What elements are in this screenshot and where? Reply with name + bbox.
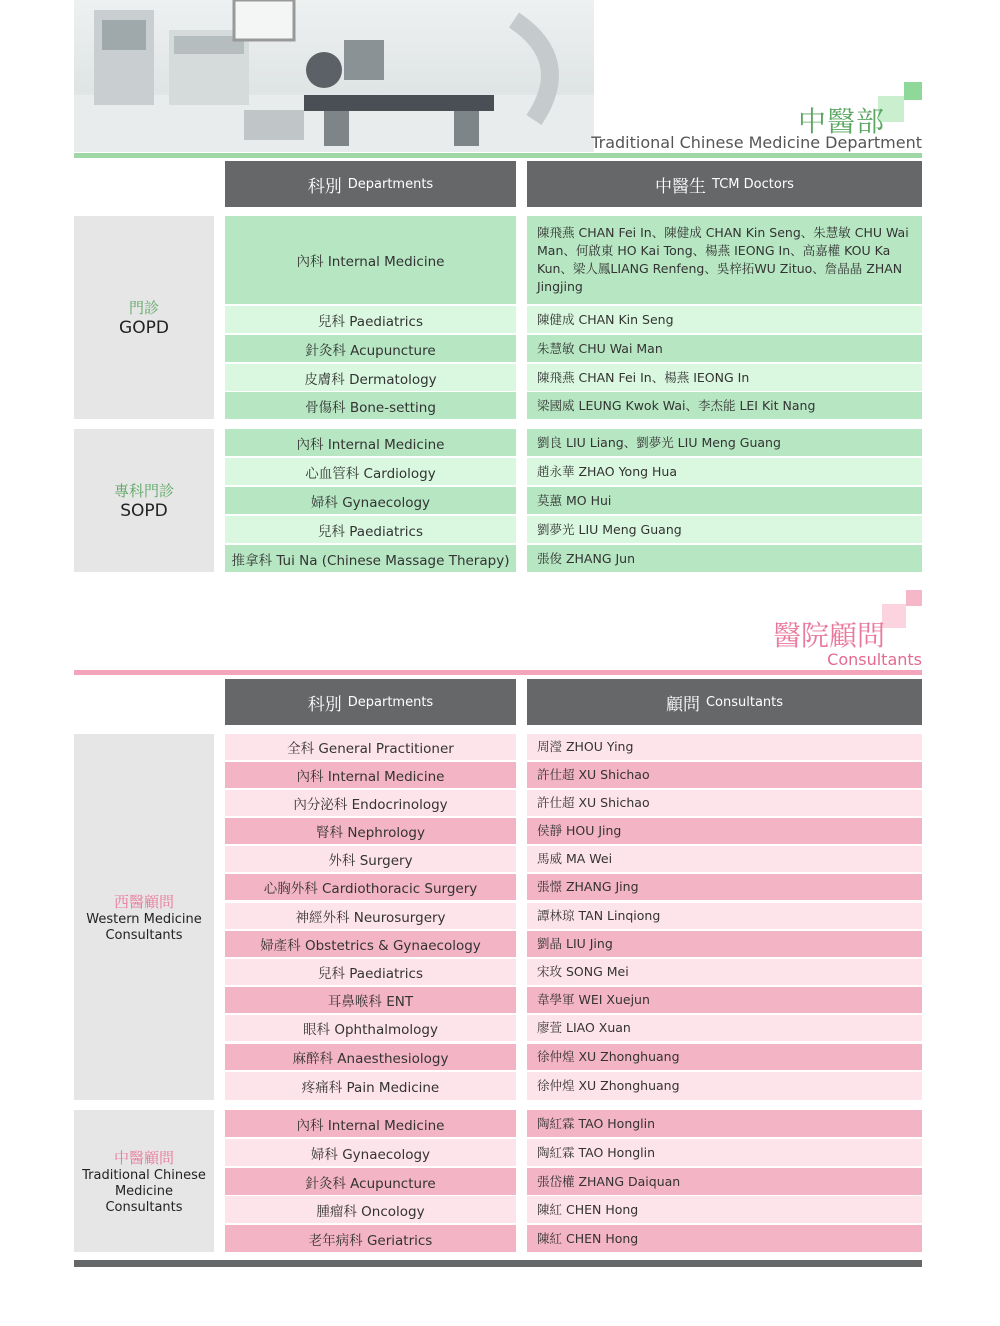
decor-square: [904, 82, 922, 100]
tcm-title-zh: 中醫部: [797, 105, 885, 138]
gopd-doctors: 陳飛燕 CHAN Fei In、楊燕 IEONG In: [527, 364, 922, 391]
section-divider: [74, 670, 922, 675]
decor-square: [906, 590, 922, 606]
western-consultant: 宋玫 SONG Mei: [527, 959, 922, 985]
western-consultant: 許仕超 XU Shichao: [527, 790, 922, 816]
western-dept: 心胸外科 Cardiothoracic Surgery: [225, 874, 516, 900]
tcm-consultant: 張岱權 ZHANG Daiquan: [527, 1168, 922, 1195]
gopd-label: 門診 GOPD: [74, 216, 214, 419]
tcm-consultants-label: 中醫顧問 Traditional Chinese Medicine Consultants: [74, 1110, 214, 1252]
western-dept: 麻醉科 Anaesthesiology: [225, 1044, 516, 1070]
header-tcm-doctors: 中醫生 TCM Doctors: [527, 161, 922, 207]
western-dept: 眼科 Ophthalmology: [225, 1015, 516, 1041]
gopd-doctors: 朱慧敏 CHU Wai Man: [527, 335, 922, 362]
sopd-dept: 內科 Internal Medicine: [225, 429, 516, 456]
western-consultant: 劉晶 LIU Jing: [527, 931, 922, 957]
tcm-consultant: 陳紅 CHEN Hong: [527, 1225, 922, 1252]
gopd-dept: 骨傷科 Bone-setting: [225, 392, 516, 419]
header-consultants: 顧問 Consultants: [527, 679, 922, 725]
gopd-doctors: 陳飛燕 CHAN Fei In、陳健成 CHAN Kin Seng、朱慧敏 CHU Wai Man、何啟東 HO Kai Tong、楊燕 IEONG In、高嘉權 KOU Ka Kun、梁人鳳LIANG Renfeng、吳梓拓WU Zituo、詹晶晶 ZHAN Jingjing: [527, 216, 922, 304]
western-dept: 疼痛科 Pain Medicine: [225, 1072, 516, 1100]
sopd-doctors: 張俊 ZHANG Jun: [527, 545, 922, 572]
hero-photo: [74, 0, 594, 152]
western-dept: 婦產科 Obstetrics & Gynaecology: [225, 931, 516, 957]
western-dept: 兒科 Paediatrics: [225, 959, 516, 985]
sopd-dept: 兒科 Paediatrics: [225, 516, 516, 543]
tcm-consultant: 陶紅霖 TAO Honglin: [527, 1139, 922, 1166]
tcm-consultant-dept: 老年病科 Geriatrics: [225, 1225, 516, 1252]
tcm-consultant-dept: 婦科 Gynaecology: [225, 1139, 516, 1166]
western-dept: 腎科 Nephrology: [225, 818, 516, 844]
tcm-title-en: Traditional Chinese Medicine Department: [591, 133, 922, 152]
consultants-title-en: Consultants: [827, 650, 922, 669]
sopd-label: 專科門診 SOPD: [74, 429, 214, 572]
western-consultant: 譚林琼 TAN Linqiong: [527, 903, 922, 929]
decor-square: [882, 604, 906, 628]
western-consultant: 許仕超 XU Shichao: [527, 762, 922, 788]
sopd-dept: 婦科 Gynaecology: [225, 487, 516, 514]
gopd-dept: 皮膚科 Dermatology: [225, 364, 516, 391]
gopd-doctors: 梁國威 LEUNG Kwok Wai、李杰能 LEI Kit Nang: [527, 392, 922, 419]
sopd-doctors: 莫蕙 MO Hui: [527, 487, 922, 514]
header-departments: 科別 Departments: [225, 679, 516, 725]
western-consultant: 廖萱 LIAO Xuan: [527, 1015, 922, 1041]
western-consultant: 徐仲煌 XU Zhonghuang: [527, 1072, 922, 1100]
gopd-doctors: 陳健成 CHAN Kin Seng: [527, 306, 922, 333]
sopd-doctors: 劉夢光 LIU Meng Guang: [527, 516, 922, 543]
western-dept: 外科 Surgery: [225, 846, 516, 872]
western-dept: 耳鼻喉科 ENT: [225, 987, 516, 1013]
western-consultants-label: 西醫顧問 Western Medicine Consultants: [74, 734, 214, 1100]
sopd-dept: 推拿科 Tui Na (Chinese Massage Therapy): [225, 545, 516, 572]
header-departments: 科別 Departments: [225, 161, 516, 207]
gopd-dept: 針灸科 Acupuncture: [225, 335, 516, 362]
sopd-dept: 心血管科 Cardiology: [225, 458, 516, 485]
sopd-doctors: 劉良 LIU Liang、劉夢光 LIU Meng Guang: [527, 429, 922, 456]
tcm-consultant-dept: 針灸科 Acupuncture: [225, 1168, 516, 1195]
tcm-consultant: 陶紅霖 TAO Honglin: [527, 1110, 922, 1137]
western-consultant: 侯靜 HOU Jing: [527, 818, 922, 844]
consultants-title-zh: 醫院顧問: [772, 619, 885, 652]
sopd-doctors: 趙永華 ZHAO Yong Hua: [527, 458, 922, 485]
western-consultant: 馬威 MA Wei: [527, 846, 922, 872]
tcm-consultant: 陳紅 CHEN Hong: [527, 1196, 922, 1223]
western-dept: 內科 Internal Medicine: [225, 762, 516, 788]
tcm-consultant-dept: 內科 Internal Medicine: [225, 1110, 516, 1137]
western-dept: 神經外科 Neurosurgery: [225, 903, 516, 929]
gopd-dept: 兒科 Paediatrics: [225, 306, 516, 333]
western-consultant: 張憬 ZHANG Jing: [527, 874, 922, 900]
western-dept: 內分泌科 Endocrinology: [225, 790, 516, 816]
gopd-dept: 內科 Internal Medicine: [225, 216, 516, 304]
western-consultant: 韋學軍 WEI Xuejun: [527, 987, 922, 1013]
western-consultant: 徐仲煌 XU Zhonghuang: [527, 1044, 922, 1070]
western-consultant: 周瀅 ZHOU Ying: [527, 734, 922, 760]
section-divider: [74, 153, 922, 158]
western-dept: 全科 General Practitioner: [225, 734, 516, 760]
tcm-consultant-dept: 腫瘤科 Oncology: [225, 1196, 516, 1223]
footer-bar: [74, 1260, 922, 1267]
